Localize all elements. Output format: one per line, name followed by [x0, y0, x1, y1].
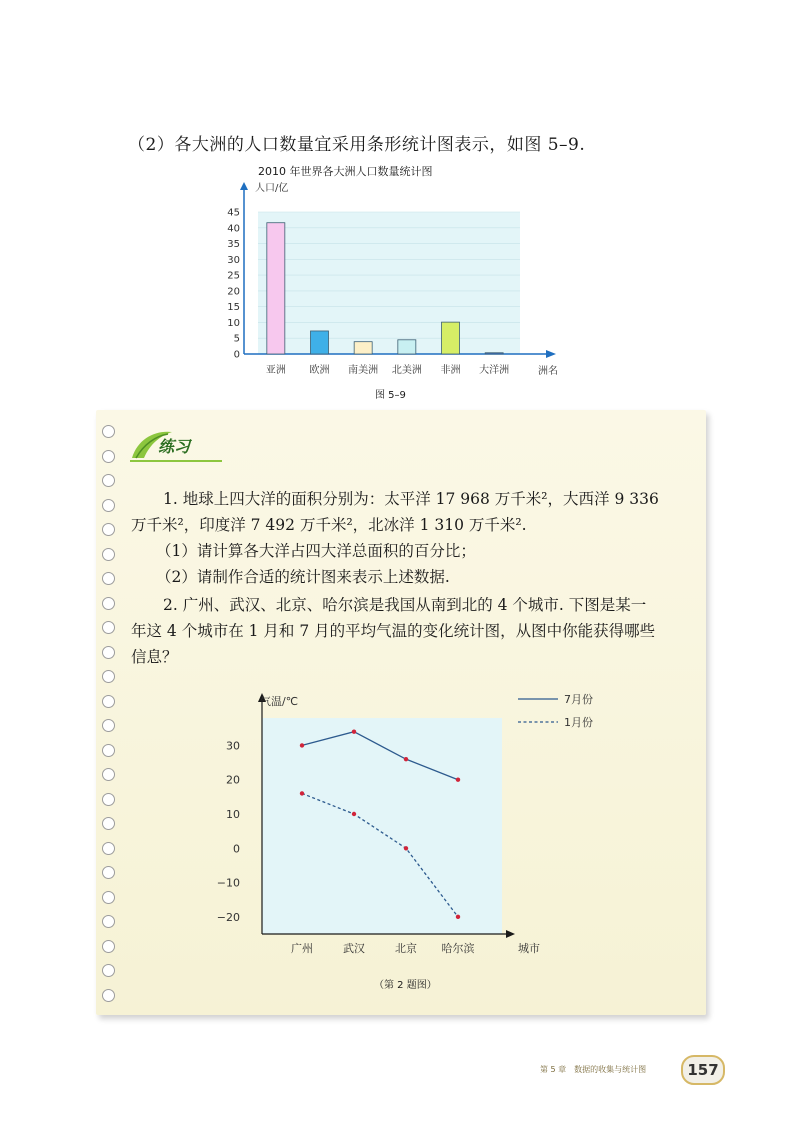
notebook-ring [102, 891, 115, 904]
notebook-ring [102, 548, 115, 561]
population-bar-chart [220, 178, 580, 380]
temperature-line-chart [216, 690, 640, 960]
chart2-y-tick-label: 30 [226, 739, 240, 753]
chart1-y-tick-label: 20 [227, 286, 240, 298]
chart1-y-tick-label: 45 [227, 207, 240, 219]
question1-sub1: （1）请计算各大洋占四大洋总面积的百分比； [156, 542, 476, 560]
chart2-category-label: 哈尔滨 [441, 942, 475, 955]
chart2-y-tick-label: 20 [226, 773, 240, 787]
notebook-ring [102, 964, 115, 977]
chart1-bar [398, 340, 416, 354]
chart1-category-label: 北美洲 [391, 365, 422, 376]
chart1-category-label: 非洲 [440, 365, 461, 376]
chart1-bar [267, 223, 285, 354]
chart2-y-tick-label: −10 [216, 876, 240, 890]
notebook-ring [102, 842, 115, 855]
notebook-ring [102, 474, 115, 487]
chart1-y-tick-label: 30 [227, 254, 240, 266]
chart1-y-tick-label: 15 [227, 302, 240, 314]
notebook-ring [102, 744, 115, 757]
chart2-category-label: 北京 [395, 942, 417, 955]
notebook-ring [102, 940, 115, 953]
notebook-ring [102, 989, 115, 1002]
question2-line1: 2. 广州、武汉、北京、哈尔滨是我国从南到北的 4 个城市. 下图是某一 [163, 596, 647, 614]
chart2-y-tick-label: 10 [226, 808, 240, 821]
chart2-legend-label: 1月份 [564, 716, 593, 729]
chart1-y-tick-label: 5 [233, 333, 240, 345]
chart2-legend-label: 7月份 [564, 693, 593, 706]
notebook-ring [102, 695, 115, 708]
chart1-category-label: 大洋洲 [479, 365, 510, 376]
notebook-ring [102, 670, 115, 683]
chart2-category-label: 广州 [291, 942, 313, 955]
chart2-plot-area [262, 718, 502, 934]
chart1-y-tick-label: 25 [227, 270, 240, 282]
chart2-x-axis-label: 城市 [518, 942, 540, 955]
chart2-y-tick-label: −20 [216, 910, 240, 924]
chart1-bar [354, 342, 372, 354]
chart2-data-point [456, 778, 460, 782]
figure1-caption: 图 5–9 [375, 390, 406, 401]
chart2-data-point [300, 743, 304, 747]
notebook-ring [102, 425, 115, 438]
question1-line1: 1. 地球上四大洋的面积分别为：太平洋 17 968 万千米²，大西洋 9 336 [163, 490, 659, 508]
notebook-ring [102, 597, 115, 610]
intro-text: （2）各大洲的人口数量宜采用条形统计图表示，如图 5–9. [128, 135, 586, 155]
chart1-y-tick-label: 10 [227, 317, 240, 329]
chart1-x-axis-label: 洲名 [538, 366, 558, 377]
page-number: 157 [681, 1055, 725, 1085]
notebook-ring [102, 621, 115, 634]
chart1-plot-area [258, 212, 520, 354]
notebook-ring [102, 499, 115, 512]
footer-chapter: 第 5 章 数据的收集与统计图 [540, 1065, 647, 1074]
chart2-y-tick-label: 0 [233, 842, 240, 856]
notebook-ring [102, 793, 115, 806]
notebook-ring [102, 572, 115, 585]
chart2-legend [518, 693, 593, 729]
chart1-y-tick-label: 0 [233, 349, 240, 361]
chart1-category-label: 亚洲 [265, 365, 286, 376]
chart1-bar [442, 322, 460, 354]
notebook-ring [102, 866, 115, 879]
notebook-ring [102, 915, 115, 928]
notebook-ring [102, 719, 115, 732]
question1-sub2: （2）请制作合适的统计图来表示上述数据. [156, 568, 450, 586]
chart2-data-point [352, 812, 356, 816]
notebook-ring [102, 646, 115, 659]
question2-line2: 年这 4 个城市在 1 月和 7 月的平均气温的变化统计图，从图中你能获得哪些 [131, 622, 656, 640]
notebook-ring [102, 450, 115, 463]
chart2-category-label: 武汉 [343, 942, 365, 955]
chart2-data-point [404, 757, 408, 761]
chart1-category-label: 欧洲 [309, 365, 330, 376]
figure2-caption: （第 2 题图） [374, 980, 437, 991]
chart2-data-point [352, 730, 356, 734]
notebook-ring [102, 768, 115, 781]
practice-title: 练习 [158, 437, 191, 456]
notebook-ring [102, 523, 115, 536]
chart1-y-axis-label: 人口/亿 [255, 183, 289, 194]
chart1-bar [485, 353, 503, 354]
chart1-title: 2010 年世界各大洲人口数量统计图 [258, 165, 433, 178]
chart2-data-point [404, 846, 408, 850]
notebook-ring [102, 817, 115, 830]
chart1-category-label: 南美洲 [348, 365, 379, 376]
chart1-bar [311, 331, 329, 354]
question2-line3: 信息？ [131, 648, 178, 666]
chart2-data-point [300, 791, 304, 795]
chart1-y-tick-label: 35 [227, 239, 240, 251]
chart2-y-axis-label: 气温/℃ [260, 695, 299, 708]
question1-line2: 万千米²，印度洋 7 492 万千米²，北冰洋 1 310 万千米². [131, 516, 527, 534]
chart1-y-tick-label: 40 [227, 223, 240, 235]
chart2-data-point [456, 915, 460, 919]
